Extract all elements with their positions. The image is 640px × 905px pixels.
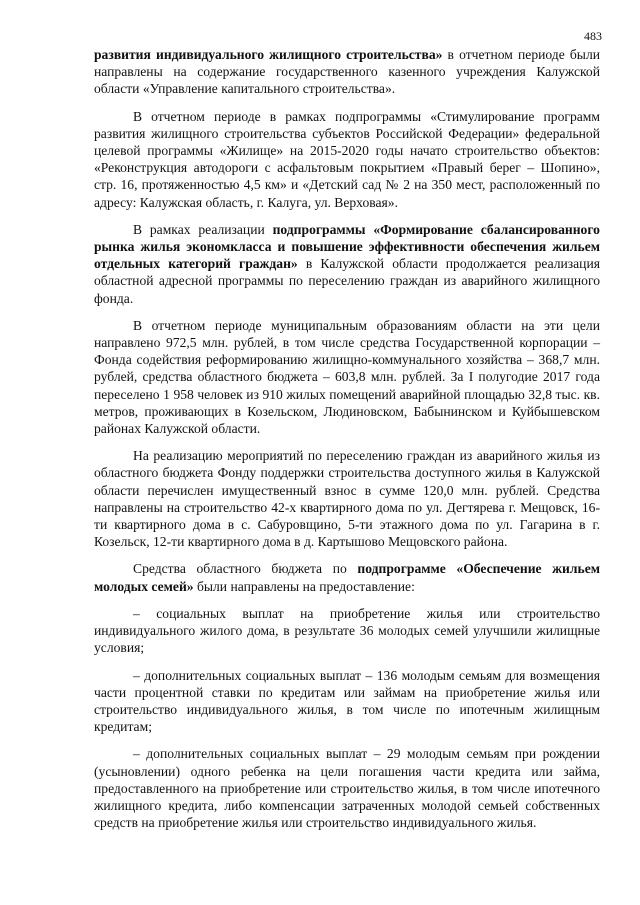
- paragraph-3-text-run-2: в Калужской области продолжается реализация областной адресной программы по переселению граждан из аварийного жилищного фонда.: [94, 256, 600, 306]
- list-item-3-text: – дополнительных социальных выплат – 29 молодым семьям при рождении (усыновлении) одного ребенка на цели погашения части кредита или займа, предоставленного на приобретение или строительство жилья, в том числе ипотечного жилищного кредита, либо компенсации затраченных молодой семьей собственных средств на приобретение жилья или строительство индивидуального жилья.: [94, 746, 600, 831]
- paragraph-6-bold-run: подпрограмме «Обеспечение жильем молодых семей»: [94, 561, 600, 594]
- list-item-2: [94, 667, 600, 736]
- paragraph-5-text-run: На реализацию мероприятий по переселению граждан из аварийного жилья из областного бюджета Фонду поддержки строительства доступного жилья в Калужской области перечислен имущественный взнос в сумме 120,0 млн. рублей. Средства направлены на строительство 42-х квартирного дома по ул. Дегтярева г. Мещовск, 16-ти квартирного дома в с. Сабуровщино, 5-ти этажного дома по ул. Гагарина в г. Козельск, 12-ти квартирного дома в д. Картышово Мещовского района.: [94, 448, 600, 550]
- paragraph-3: [94, 221, 600, 307]
- paragraph-2-text-run: В отчетном периоде в рамках подпрограммы «Стимулирование программ развития жилищного строительства субъектов Российской Федерации» федеральной целевой программы «Жилище» на 2015-2020 годы начато строительство объектов: «Реконструкция автодороги с асфальтовым покрытием «Правый берег – Шопино», стр. 16, протяженностью 4,5 км» и «Детский сад № 2 на 350 мест, расположенный по адресу: Калужская область, г. Калуга, ул. Верховая».: [94, 108, 600, 210]
- list-item-1: [94, 605, 600, 657]
- paragraph-4-text-run: В отчетном периоде муниципальным образованиям области на эти цели направлено 972,5 млн. рублей, в том числе средства Государственной корпорации – Фонда содействия реформированию жилищно-коммунального хозяйства – 368,7 млн. рублей, средства областного бюджета – 603,8 млн. рублей. За I полугодие 2017 года переселено 1 958 человек из 910 жилых помещений аварийной площадью 32,8 тыс. кв. метров, проживающих в Козельском, Людиновском, Бабынинском и Куйбышевском районах Калужской области.: [94, 317, 600, 437]
- paragraph-1: [94, 46, 600, 98]
- paragraph-6-text-run-2: были направлены на предоставление:: [193, 578, 415, 594]
- list-item-1-text: – социальных выплат на приобретение жилья или строительство индивидуального жилого дома, в результате 36 молодых семей улучшили жилищные условия;: [94, 605, 600, 656]
- paragraph-6: [94, 560, 600, 594]
- paragraph-3-text-run: В рамках реализации: [133, 221, 273, 237]
- paragraph-1-bold-run: развития индивидуального жилищного строительства»: [94, 47, 443, 62]
- paragraph-5: [94, 447, 600, 550]
- paragraph-4: [94, 317, 600, 437]
- list-item-3: [94, 745, 600, 831]
- paragraph-1-text-run: в отчетном периоде были направлены на содержание государственного казенного учреждения Калужской области «Управление капитального строительства».: [94, 47, 600, 97]
- list-item-2-text: – дополнительных социальных выплат – 136 молодым семьям для возмещения части процентной ставки по кредитам или займам на приобретение жилья или строительство индивидуального жилья, в том числе по ипотечным жилищным кредитам;: [94, 667, 600, 735]
- paragraph-3-bold-run: подпрограммы «Формирование сбалансированного рынка жилья экономкласса и повышение эффективности обеспечения жильем отдельных категорий граждан»: [94, 221, 600, 272]
- paragraph-2: [94, 108, 600, 211]
- page-number: 483: [584, 29, 602, 43]
- paragraph-6-text-run: Средства областного бюджета по: [133, 561, 358, 577]
- page-content: [94, 46, 600, 841]
